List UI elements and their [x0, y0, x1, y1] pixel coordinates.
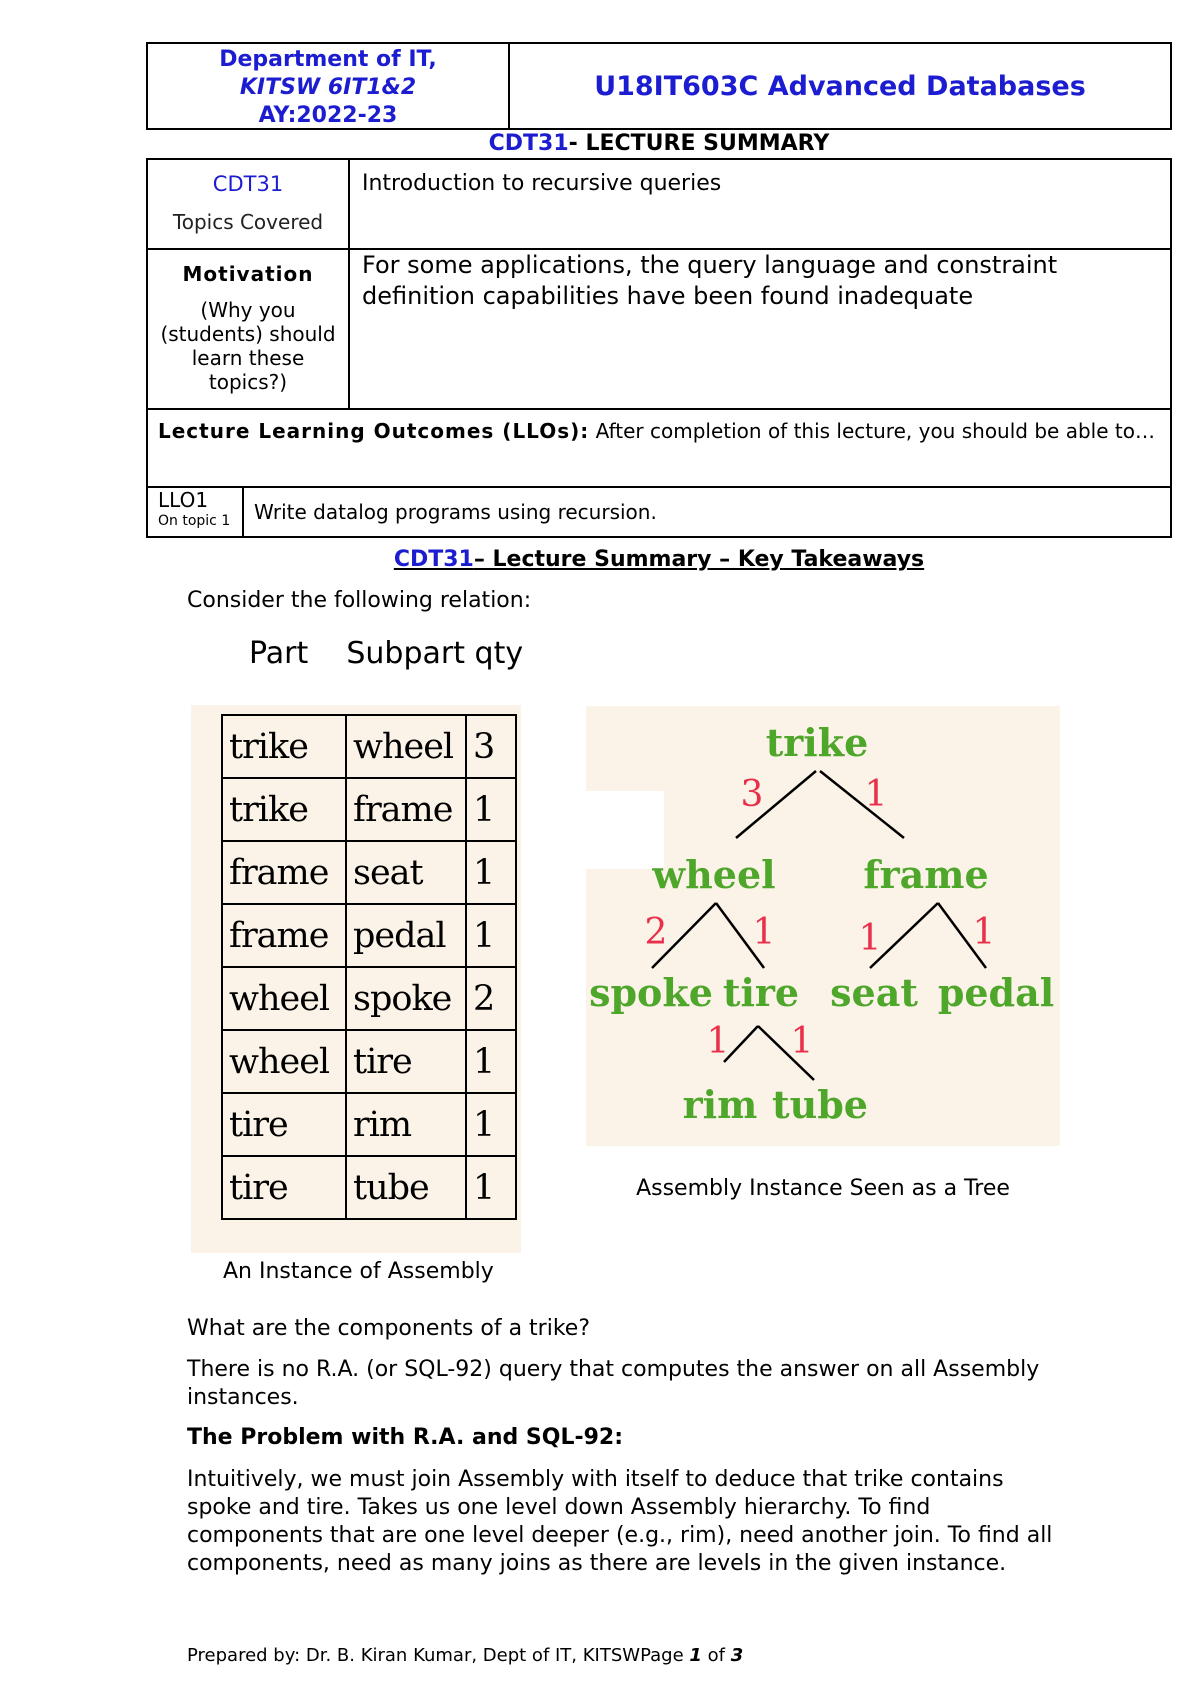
qty-cell: 1 — [466, 1030, 516, 1093]
part-cell: wheel — [222, 1030, 346, 1093]
qty-cell: 1 — [466, 1093, 516, 1156]
table-row — [222, 1030, 516, 1093]
qty-cell: 1 — [466, 904, 516, 967]
motivation-sub: (Why you (students) should learn these topics?) — [160, 298, 336, 394]
topics-code: CDT31 — [212, 172, 284, 196]
page-total: 3 — [730, 1645, 744, 1666]
qty-wheel-tire: 1 — [752, 912, 776, 953]
qty-cell: 1 — [466, 1156, 516, 1219]
subpart-cell: rim — [346, 1093, 466, 1156]
qty-frame-seat: 1 — [858, 918, 882, 959]
row-divider — [148, 408, 1170, 410]
summary-table — [146, 158, 1172, 538]
part-cell: trike — [222, 778, 346, 841]
node-spoke: spoke — [589, 970, 713, 1015]
node-frame: frame — [863, 852, 989, 897]
qty-trike-frame: 1 — [864, 774, 888, 815]
page-number: 1 — [689, 1645, 702, 1666]
llo-on-topic: On topic 1 — [158, 513, 231, 529]
of-word: of — [701, 1645, 731, 1666]
table-row — [222, 715, 516, 778]
qty-tire-rim: 1 — [706, 1021, 730, 1062]
node-seat: seat — [830, 970, 918, 1015]
table-row — [222, 1156, 516, 1219]
col-divider — [348, 160, 350, 408]
node-wheel: wheel — [652, 852, 776, 897]
class-name: KITSW 6IT1&2 — [239, 75, 417, 100]
node-pedal: pedal — [937, 970, 1055, 1015]
subpart-cell: seat — [346, 841, 466, 904]
qty-wheel-spoke: 2 — [644, 912, 668, 953]
subpart-cell: frame — [346, 778, 466, 841]
summary-title-text: - LECTURE SUMMARY — [568, 131, 830, 156]
row-divider — [148, 486, 1170, 488]
llo-label: Lecture Learning Outcomes (LLOs): — [158, 419, 590, 443]
llo-outcome: Write datalog programs using recursion. — [254, 500, 657, 524]
key-takeaways-title — [146, 547, 1172, 572]
qty-cell: 1 — [466, 841, 516, 904]
table-row — [222, 904, 516, 967]
llo-id: LLO1 — [158, 488, 209, 512]
subpart-cell: wheel — [346, 715, 466, 778]
part-cell: tire — [222, 1156, 346, 1219]
qty-tire-tube: 1 — [790, 1021, 814, 1062]
table-row — [222, 967, 516, 1030]
assembly-caption: An Instance of Assembly — [223, 1259, 494, 1284]
part-cell: tire — [222, 1093, 346, 1156]
llo-text: After completion of this lecture, you should be able to… — [589, 419, 1155, 443]
course-title: U18IT603C Advanced Databases — [594, 70, 1086, 102]
academic-year: AY:2022-23 — [258, 103, 398, 128]
motivation-text: For some applications, the query language and constraint definition capabilities have been found inadequate — [362, 251, 1058, 310]
tree-caption: Assembly Instance Seen as a Tree — [636, 1176, 1010, 1201]
relation-columns: Part Subpart qty — [249, 636, 524, 671]
assembly-table — [221, 714, 517, 1220]
node-trike: trike — [765, 720, 869, 765]
subpart-cell: tire — [346, 1030, 466, 1093]
takeaways-title-text: – Lecture Summary – Key Takeaways — [473, 547, 925, 572]
llo-intro — [158, 418, 1158, 444]
qty-frame-pedal: 1 — [972, 912, 996, 953]
takeaways-code: CDT31 — [393, 547, 474, 572]
lecture-summary-title — [146, 129, 1172, 159]
node-tube: tube — [772, 1082, 868, 1127]
assembly-tree — [586, 706, 1060, 1146]
department-info — [148, 44, 508, 128]
part-cell: wheel — [222, 967, 346, 1030]
topics-label: Topics Covered — [172, 210, 324, 234]
qty-trike-wheel: 3 — [740, 774, 764, 815]
department-name: Department of IT, — [219, 47, 437, 72]
footer — [187, 1645, 743, 1666]
subpart-cell: tube — [346, 1156, 466, 1219]
part-cell: frame — [222, 841, 346, 904]
prepared-by: Prepared by: Dr. B. Kiran Kumar, Dept of IT, KITSW — [187, 1645, 641, 1666]
col-divider — [242, 486, 244, 538]
part-cell: trike — [222, 715, 346, 778]
qty-cell: 1 — [466, 778, 516, 841]
topics-text: Introduction to recursive queries — [362, 171, 722, 196]
edge-trike-frame — [820, 771, 904, 838]
relation-intro: Consider the following relation: — [187, 588, 532, 613]
question: What are the components of a trike? — [187, 1316, 591, 1341]
table-row — [222, 778, 516, 841]
part-cell: frame — [222, 904, 346, 967]
subpart-cell: pedal — [346, 904, 466, 967]
qty-cell: 2 — [466, 967, 516, 1030]
problem-heading: The Problem with R.A. and SQL-92: — [187, 1425, 624, 1450]
subpart-cell: spoke — [346, 967, 466, 1030]
table-row — [222, 1093, 516, 1156]
summary-code: CDT31 — [488, 131, 569, 156]
qty-cell: 3 — [466, 715, 516, 778]
page-word: Page — [640, 1645, 690, 1666]
problem-text: Intuitively, we must join Assembly with itself to deduce that trike contains spoke and tire. Takes us one level down Assembly hierarchy. To find components that are one level deeper (e.g., rim), need another join. To find all components, need as many joins as there are levels in the given instance. — [187, 1467, 1053, 1576]
node-rim: rim — [682, 1082, 758, 1127]
no-query-text: There is no R.A. (or SQL-92) query that computes the answer on all Assembly instances. — [187, 1357, 1040, 1410]
node-tire: tire — [722, 970, 800, 1015]
header-box — [146, 42, 1172, 130]
motivation-label: Motivation — [182, 262, 314, 286]
table-row — [222, 841, 516, 904]
